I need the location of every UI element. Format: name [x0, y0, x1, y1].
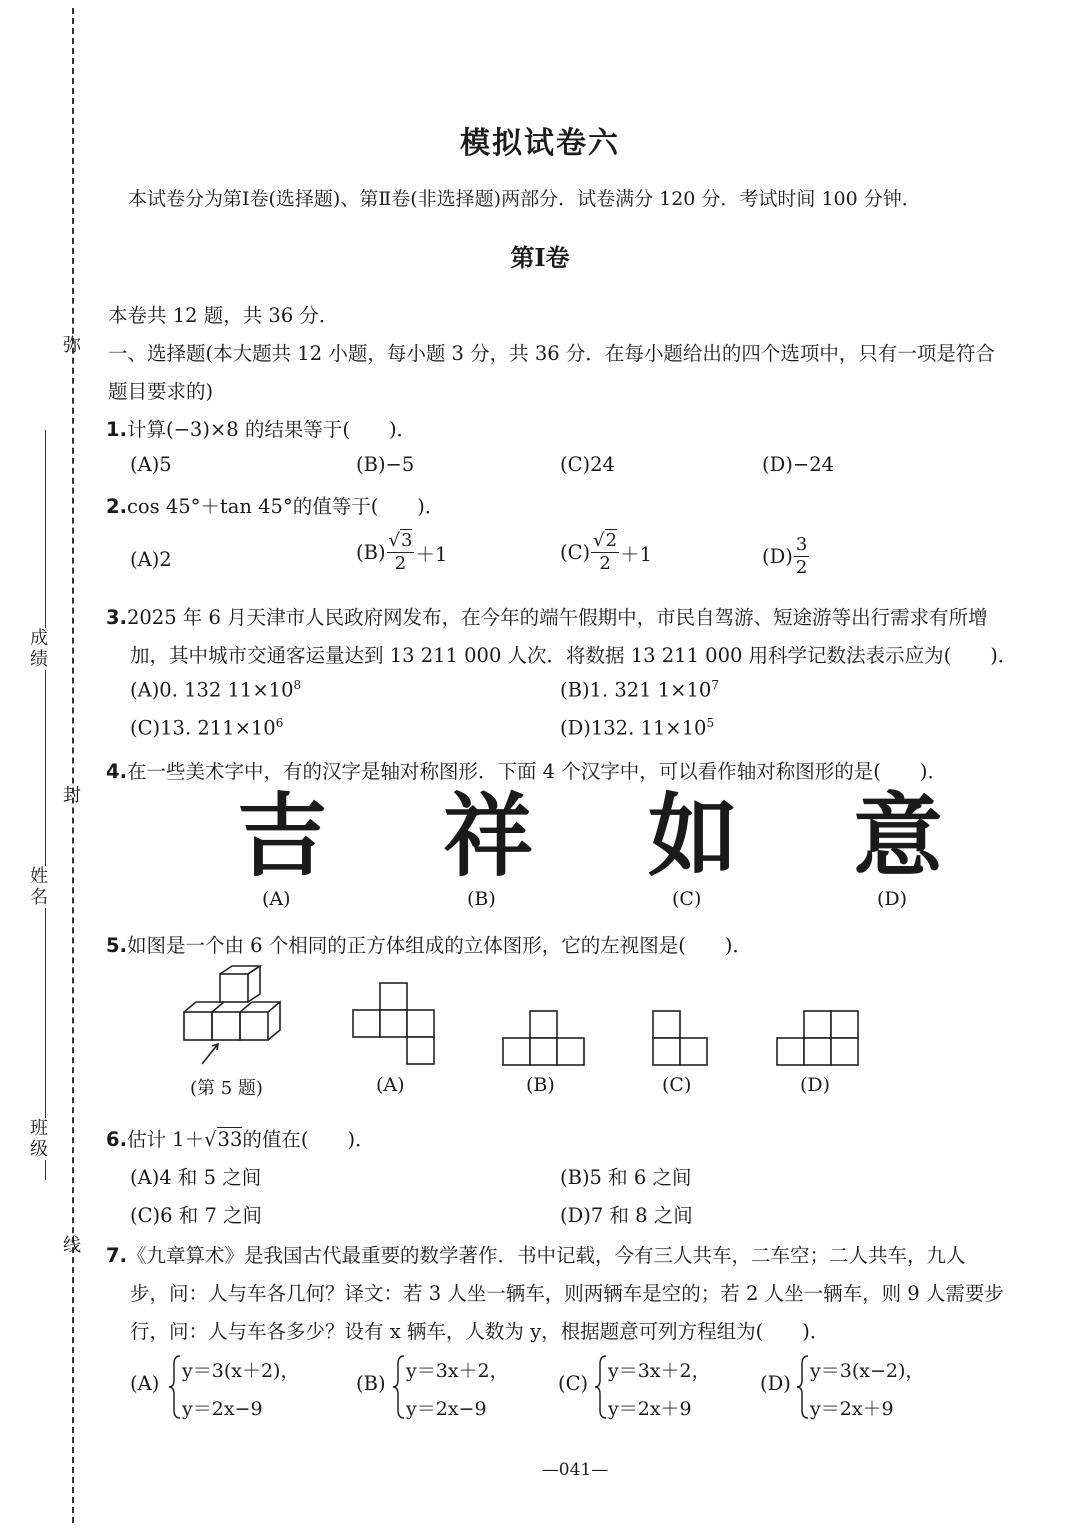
- q7-d-eq2: y＝2x＋9: [810, 1398, 894, 1420]
- q2-option-b: [356, 532, 447, 573]
- question-6-stem-post: 的值在( )．: [242, 1128, 375, 1151]
- q2-b-radicand: 3: [401, 530, 413, 551]
- q6-option-b: (B)5 和 6 之间: [560, 1166, 692, 1189]
- question-7-line2: 步，问：人与车各几何？译文：若 3 人坐一辆车，则两辆车是空的；若 2 人坐一辆车，则 9 人需要步: [130, 1282, 1004, 1305]
- q2-option-c: [560, 532, 652, 573]
- q7-option-a-label: (A): [130, 1372, 160, 1395]
- q7-option-d-system: [810, 1352, 924, 1428]
- q5-label-a: (A): [376, 1074, 405, 1096]
- q7-option-d-brace: [796, 1354, 810, 1420]
- q5-view-d: [774, 1008, 862, 1068]
- q7-option-c-system: [608, 1352, 711, 1428]
- exam-intro: 本试卷分为第Ⅰ卷(选择题)、第Ⅱ卷(非选择题)两部分．试卷满分 120 分．考试时间 100 分钟．: [128, 188, 921, 210]
- q1-option-a: (A)5: [130, 453, 172, 476]
- q2-c-radicand: 2: [605, 530, 618, 551]
- question-3-line1: [106, 602, 988, 630]
- q4-label-b: (B): [467, 888, 496, 910]
- question-5-stem: 如图是一个由 6 个相同的正方体组成的立体图形，它的左视图是( )．: [126, 934, 753, 957]
- q2-option-c-tail: ＋1: [620, 542, 652, 566]
- question-5: [106, 930, 752, 958]
- question-3-number: 3.: [106, 606, 127, 629]
- page-number: —041—: [541, 1460, 609, 1480]
- q7-a-eq2: y＝2x−9: [182, 1398, 263, 1420]
- q4-label-d: (D): [877, 888, 908, 910]
- q2-c-denominator: 2: [599, 553, 611, 574]
- q7-option-c-label: (C): [558, 1372, 589, 1395]
- question-6-radicand: 33: [217, 1128, 243, 1151]
- volume-title: 第Ⅰ卷: [510, 243, 570, 272]
- q7-option-b-brace: [392, 1354, 406, 1420]
- q2-option-c-label: (C): [560, 541, 591, 564]
- question-2-number: 2.: [106, 495, 127, 518]
- q4-char-xiang: 祥: [443, 784, 533, 889]
- page-title: 模拟试卷六: [460, 126, 620, 161]
- seal-char-mi: 弥: [63, 335, 81, 356]
- q2-b-denominator: 2: [394, 553, 407, 574]
- q2-option-a: (A)2: [130, 548, 172, 571]
- q3-option-a: (A)0. 132 $11\times 10^8$: [130, 678, 302, 702]
- q3-option-b: (B)1. 321 $1\times 10^7$: [560, 678, 719, 702]
- q7-c-eq1: y＝3x＋2，: [608, 1360, 711, 1382]
- question-6-stem-pre: 估计 1＋: [126, 1128, 205, 1151]
- q7-option-b-system: [406, 1352, 509, 1428]
- q1-option-c: (C)24: [560, 453, 615, 476]
- q2-option-d: [762, 536, 810, 577]
- seal-char-xian: 线: [63, 1235, 81, 1256]
- q7-c-eq2: y＝2x＋9: [608, 1398, 692, 1420]
- binding-dashed-line: [72, 8, 74, 1523]
- q2-option-d-label: (D): [762, 545, 793, 568]
- q5-view-c: [650, 1008, 712, 1068]
- question-3-line2: 加，其中城市交通客运量达到 13 211 000 人次．将数据 13 211 000 用科学记数法表示应为( )．: [130, 644, 1018, 667]
- seal-char-feng: 封: [63, 785, 81, 806]
- q2-option-c-fraction: $\frac{√2}{2}$: [593, 530, 618, 574]
- q6-option-c: (C)6 和 7 之间: [130, 1204, 263, 1227]
- q7-a-eq1: y＝3(x＋2)，: [182, 1360, 300, 1382]
- question-7-line1: [106, 1240, 966, 1268]
- q3-option-c: (C)13. $211\times 10^6$: [130, 716, 284, 740]
- section-heading-line1: 一、选择题(本大题共 12 小题，每小题 3 分，共 36 分．在每小题给出的四个选项中，只有一项是符合: [108, 342, 995, 365]
- q7-b-eq2: y＝2x−9: [406, 1398, 487, 1420]
- question-6: 6.估计 1＋√33的值在( )．: [106, 1128, 375, 1151]
- q4-char-ji: 吉: [237, 784, 327, 889]
- score-label: 成绩: [26, 628, 52, 670]
- q2-option-b-tail: ＋1: [415, 542, 448, 566]
- q2-option-b-fraction: $\frac{√3}{2}$: [388, 530, 413, 574]
- q5-solid-figure: [180, 962, 292, 1072]
- q5-label-d: (D): [800, 1074, 831, 1096]
- q2-option-d-fraction: [794, 536, 809, 577]
- q5-label-b: (B): [526, 1074, 555, 1096]
- q3-option-d: (D)132. $11\times 10^5$: [560, 716, 715, 740]
- q2-option-b-label: (B): [356, 541, 386, 564]
- class-label: 班级: [26, 1118, 52, 1160]
- q1-option-d: (D)−24: [762, 453, 835, 476]
- q7-option-a-brace: [168, 1354, 182, 1420]
- question-1-stem: 计算(−3)×8 的结果等于( )．: [126, 418, 417, 441]
- q2-d-numerator: 3: [795, 534, 808, 555]
- q7-option-a-system: [182, 1352, 299, 1428]
- question-7-line3: 行，问：人与车各多少？设有 x 辆车，人数为 y，根据题意可列方程组为( )．: [130, 1320, 830, 1343]
- q6-option-a: (A)4 和 5 之间: [130, 1166, 262, 1189]
- q4-label-a: (A): [262, 888, 291, 910]
- q7-b-eq1: y＝3x＋2，: [406, 1360, 509, 1382]
- q7-option-b-label: (B): [356, 1372, 386, 1395]
- question-7-text1: 《九章算术》是我国古代最重要的数学著作．书中记载，今有三人共车，二车空；二人共车，九人: [126, 1244, 966, 1267]
- question-2-stem: cos 45°＋tan 45°的值等于( )．: [126, 495, 445, 518]
- q6-option-d: (D)7 和 8 之间: [560, 1204, 693, 1227]
- section-heading-line2: 题目要求的): [108, 380, 214, 403]
- q7-d-eq1: y＝3(x−2)，: [810, 1360, 925, 1382]
- q5-figure-caption: (第 5 题): [190, 1078, 263, 1099]
- question-1: [106, 414, 416, 442]
- q4-char-yi: 意: [853, 784, 943, 889]
- q4-char-ru: 如: [648, 784, 738, 889]
- question-7-number: 7.: [106, 1244, 127, 1267]
- volume-note: 本卷共 12 题，共 36 分．: [108, 304, 339, 327]
- question-4: [106, 756, 947, 784]
- question-5-number: 5.: [106, 934, 127, 957]
- q5-view-a: [350, 980, 438, 1068]
- q4-label-c: (C): [672, 888, 702, 910]
- question-4-stem: 在一些美术字中，有的汉字是轴对称图形．下面 4 个汉字中，可以看作轴对称图形的是( )．: [126, 760, 948, 783]
- q2-d-denominator: 2: [795, 557, 808, 578]
- q5-label-c: (C): [662, 1074, 692, 1096]
- question-2: [106, 491, 444, 519]
- q7-option-c-brace: [594, 1354, 608, 1420]
- q5-view-b: [500, 1008, 588, 1068]
- question-6-number: 6.: [106, 1128, 127, 1151]
- name-label: 姓名: [26, 866, 52, 908]
- question-3-text1: 2025 年 6 月天津市人民政府网发布，在今年的端午假期中，市民自驾游、短途游等出行需求有所增: [126, 606, 988, 629]
- q7-option-d-label: (D): [760, 1372, 791, 1395]
- question-1-number: 1.: [106, 418, 127, 441]
- question-4-number: 4.: [106, 760, 127, 783]
- q1-option-b: (B)−5: [356, 453, 415, 476]
